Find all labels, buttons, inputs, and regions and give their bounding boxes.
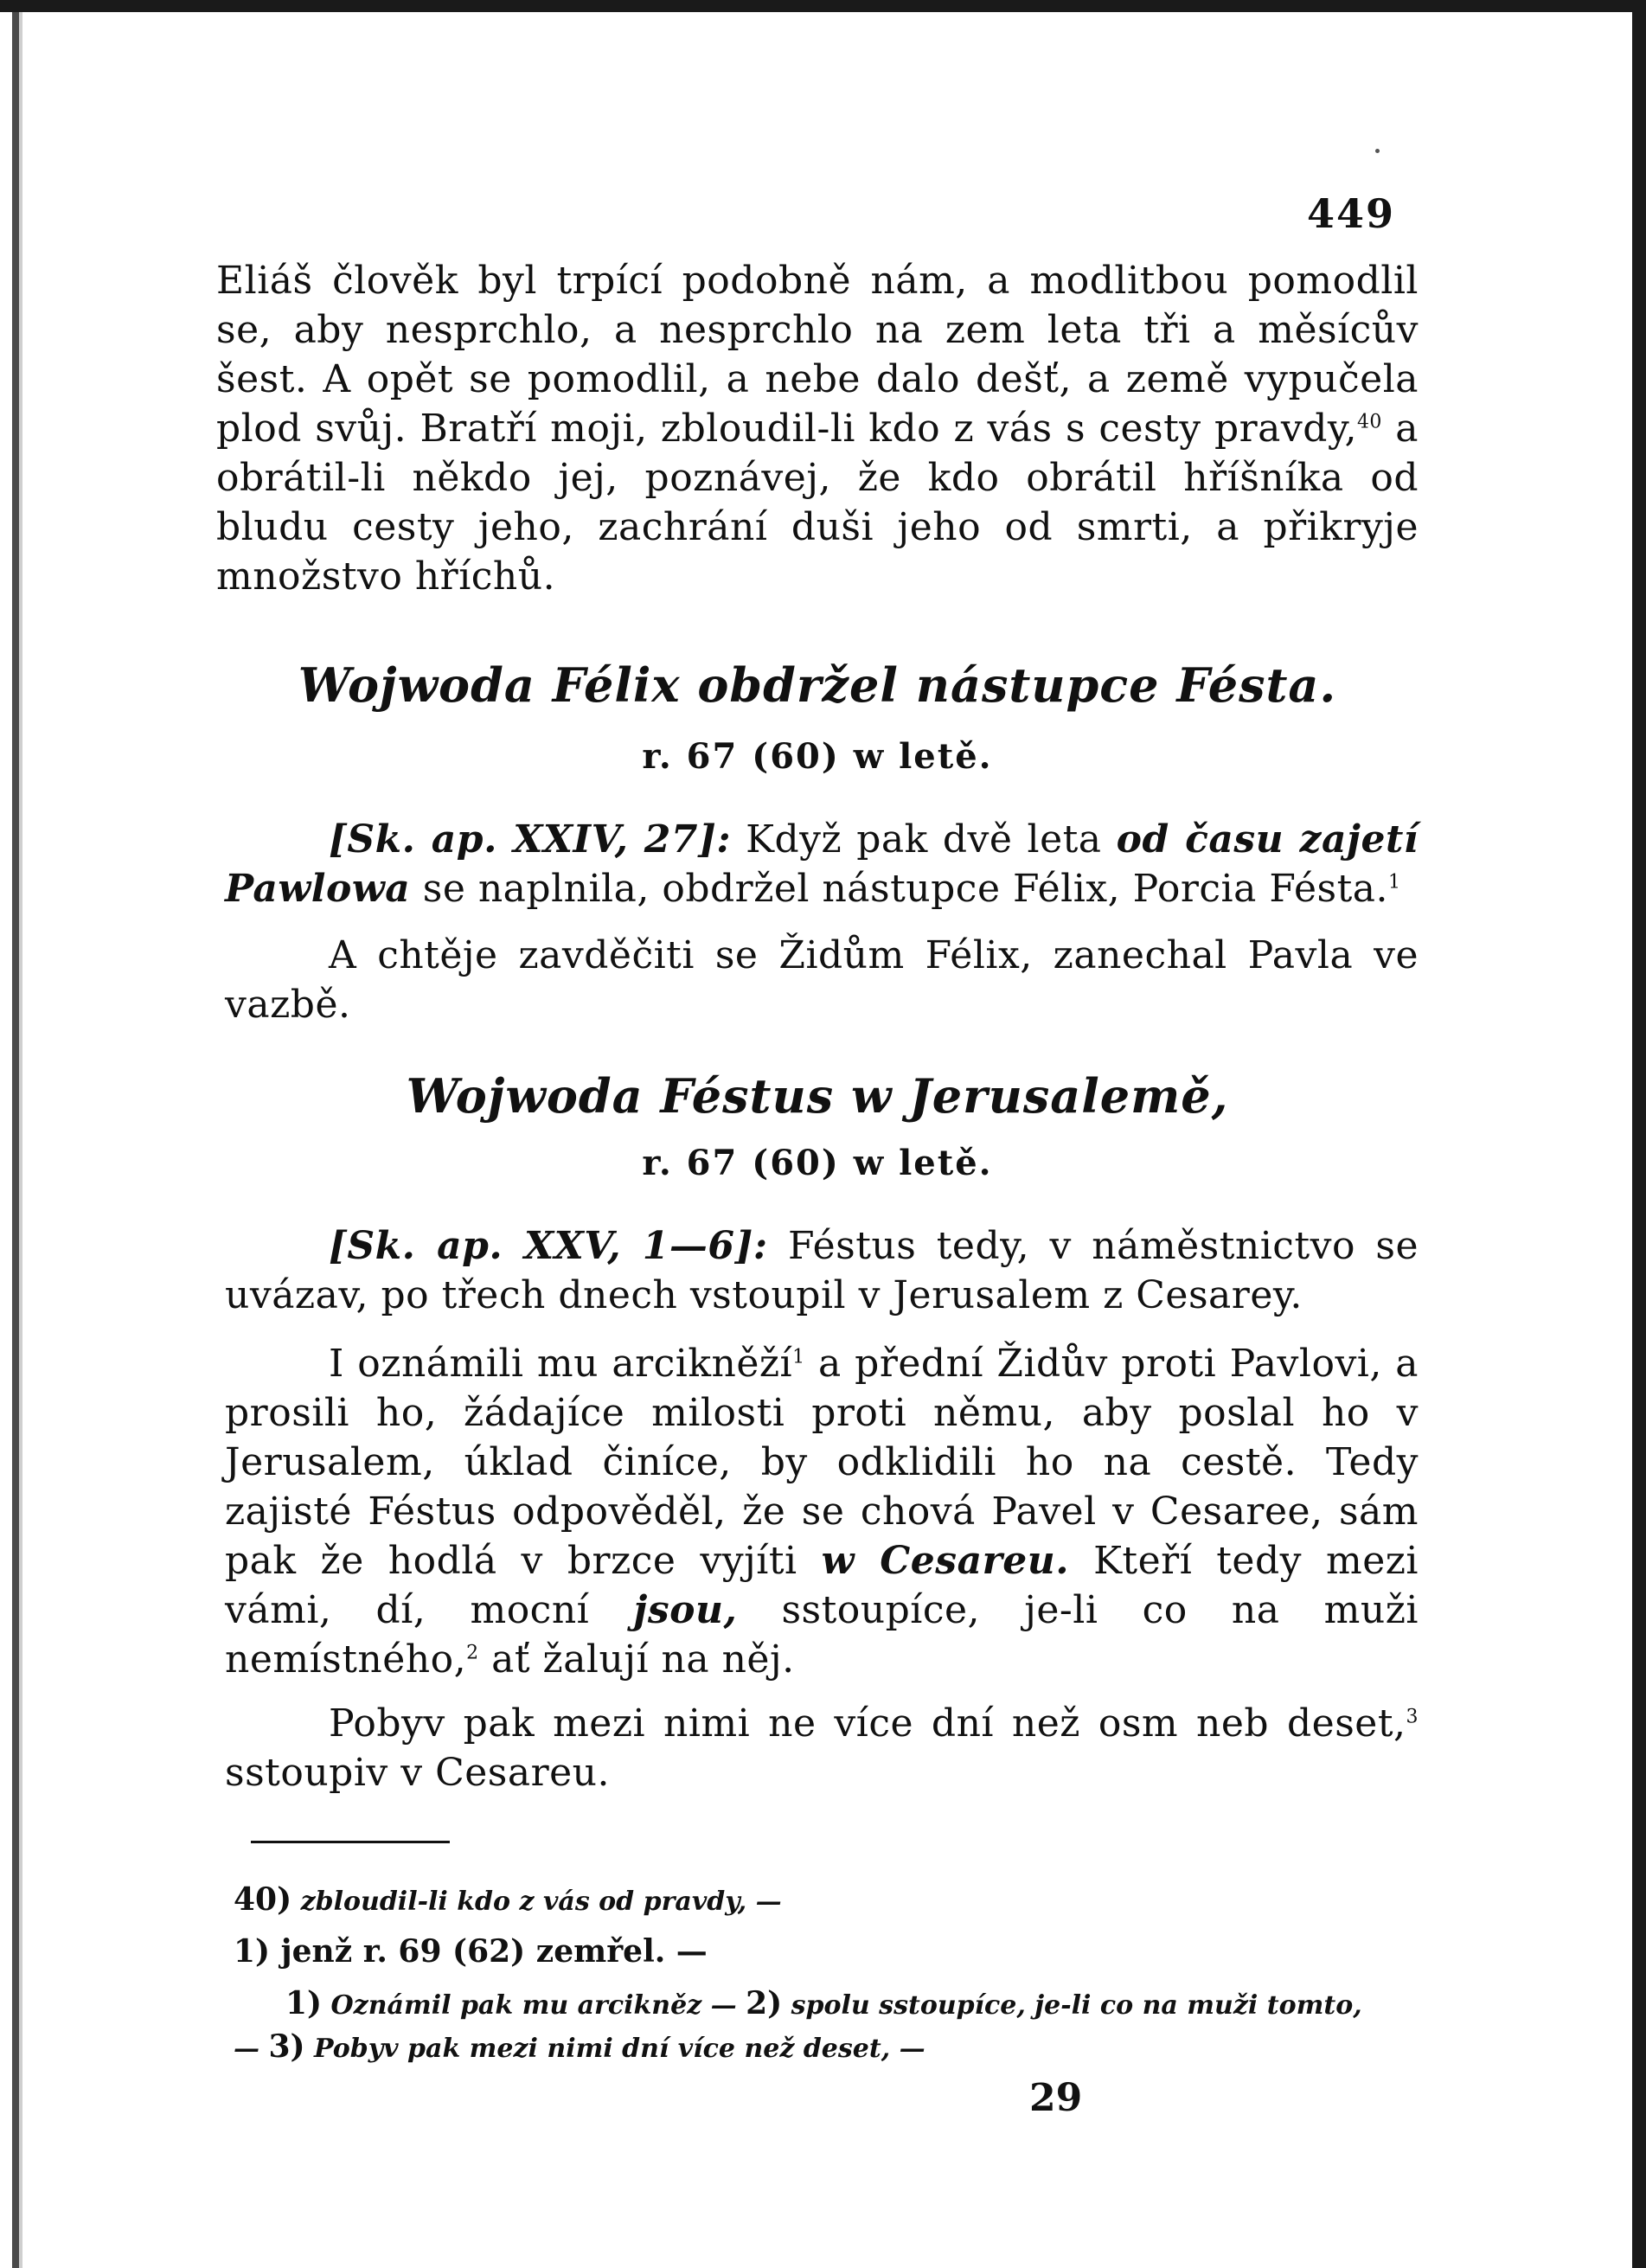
footnote-40-number: 40) — [234, 1881, 292, 1918]
scan-frame-top — [0, 0, 1646, 12]
section-date-festus: r. 67 (60) w letě. — [642, 1143, 993, 1183]
footnote-3 — [234, 2029, 1444, 2066]
footnote-40 — [234, 1882, 1444, 1919]
paragraph-5-e: ať žalují na něj. — [478, 1637, 795, 1682]
scan-frame-left — [12, 12, 19, 2268]
paragraph-4-text: Féstus tedy, v náměstnictvo se uvázav, po třech dnech vstoupil v Jerusalem z Cesarey. — [225, 1224, 1419, 1317]
signature-mark: 29 — [1029, 2076, 1083, 2120]
paragraph-2-text-a: Když pak dvě leta — [731, 817, 1117, 862]
paragraph-1-rest: a obrátil-li někdo jej, poznávej, že kdo obrátil hříšníka od bludu cesty jeho, zachrání duši jeho od smrti, a přikryje množstvo hříchů. — [216, 407, 1419, 599]
paragraph-2-fraktur: od času zajetí Pawlowa — [225, 817, 1419, 911]
footnote-marker-2: 2 — [466, 1642, 479, 1664]
footnote-3-number: 3) — [268, 2028, 305, 2065]
footnote-1b-2 — [285, 1986, 1496, 2023]
section-heading-festus: Wojwoda Féstus w Jerusalemě, — [406, 1068, 1229, 1124]
footnote-marker-1b: 1 — [792, 1346, 805, 1368]
paragraph-5-d: sstoupíce, je-li co na muži nemístného, — [225, 1588, 1419, 1682]
footnote-1b-text: Oznámil pak mu arcikněz — — [322, 1990, 746, 2021]
scripture-reference: [Sk. ap. XXIV, 27]: — [329, 817, 732, 862]
footnote-marker-40: 40 — [1356, 411, 1382, 433]
footnote-2-number: 2) — [746, 1985, 783, 2021]
paragraph-6 — [225, 1699, 1419, 1797]
paragraph-6-a: Pobyv pak mezi nimi ne více dní než osm neb deset, — [329, 1701, 1406, 1746]
paragraph-1 — [216, 256, 1419, 601]
scan-frame-right — [1632, 0, 1646, 2268]
section-heading-felix: Wojwoda Félix obdržel nástupce Fésta. — [298, 657, 1337, 713]
footnote-3-text: Pobyv pak mezi nimi dní více než deset, — — [304, 2034, 925, 2064]
footnote-marker-3: 3 — [1406, 1706, 1419, 1728]
paragraph-5 — [225, 1339, 1419, 1684]
paragraph-4 — [225, 1221, 1419, 1320]
footnote-divider — [251, 1841, 450, 1843]
footnote-40-text: zbloudil-li kdo z vás od pravdy, — — [291, 1887, 782, 1917]
scan-speck — [1375, 149, 1380, 153]
paragraph-5-b: a přední Židův proti Pavlovi, a prosili ho, žádajíce milosti proti němu, aby poslal ho v Jerusalem, úklad činíce, by odklidili ho na cestě. Tedy zajisté Féstus odpověděl, že se chová Pavel v Cesaree, sám pak že hodlá v brzce vyjíti — [225, 1342, 1419, 1583]
footnote-2-text: spolu sstoupíce, je-li co na muži tomto, — [782, 1990, 1362, 2021]
scripture-reference-2: [Sk. ap. XXV, 1—6]: — [329, 1224, 768, 1268]
footnote-marker-1: 1 — [1388, 871, 1401, 894]
footnote-3-lead: — — [234, 2034, 269, 2064]
footnote-1b-number: 1) — [285, 1985, 323, 2021]
paragraph-5-a: I oznámili mu arcikněží — [329, 1342, 793, 1386]
page-number: 449 — [1306, 190, 1395, 237]
section-date-felix: r. 67 (60) w letě. — [642, 736, 993, 777]
scan-frame-left-strip — [19, 12, 22, 2268]
paragraph-1-text: Eliáš člověk byl trpící podobně nám, a modlitbou pomodlil se, aby nesprchlo, a nesprchlo na zem leta tři a měsícův šest. A opět se pomodlil, a nebe dalo dešť, a země vypučela plod svůj. Bratří moji, zbloudil-li kdo z vás s cesty pravdy, — [216, 259, 1419, 451]
paragraph-5-fraktur-1: w Cesareu. — [821, 1539, 1070, 1583]
paragraph-2-text-b: se naplnila, obdržel nástupce Félix, Porcia Fésta. — [410, 867, 1388, 911]
footnote-1a: 1) jenž r. 69 (62) zemřel. — — [234, 1933, 708, 1970]
paragraph-3: A chtěje zavděčiti se Židům Félix, zanechal Pavla ve vazbě. — [225, 933, 1419, 1027]
paragraph-6-b: sstoupiv v Cesareu. — [225, 1751, 611, 1795]
paragraph-5-fraktur-2: jsou, — [633, 1588, 738, 1632]
paragraph-5-c: Kteří tedy mezi vámi, dí, mocní — [225, 1539, 1419, 1632]
paragraph-2 — [225, 815, 1419, 913]
